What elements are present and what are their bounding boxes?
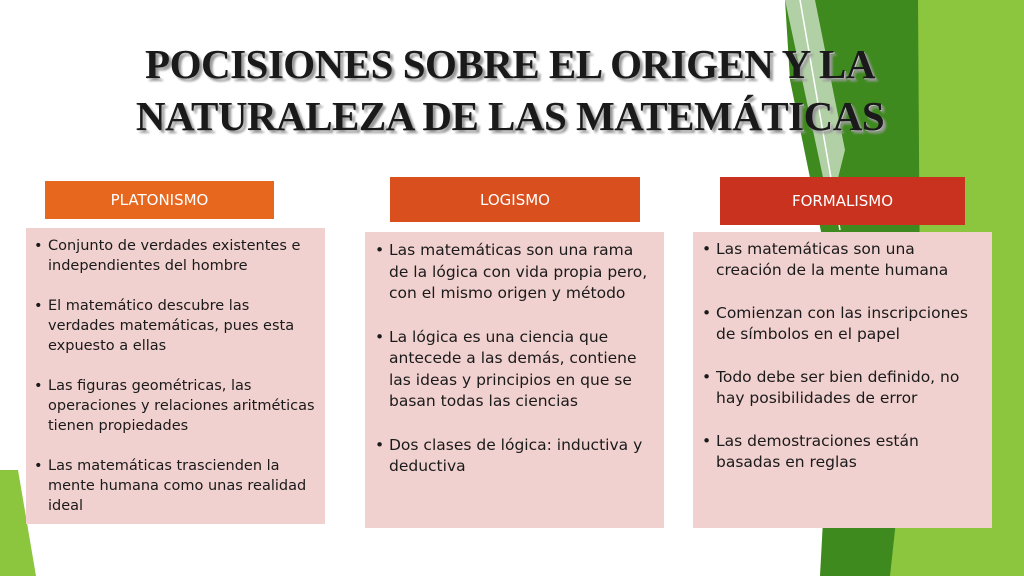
formalismo-box	[693, 232, 992, 528]
list-item: • Las demostraciones están basadas en reglas	[700, 431, 982, 473]
list-item: • Comienzan con las inscripciones de símbolos en el papel	[700, 303, 982, 345]
logismo-box	[365, 232, 664, 528]
slide-title-line-2: NATURALEZA DE LAS MATEMÁTICAS	[135, 93, 885, 139]
list-item: • Las figuras geométricas, las operaciones y relaciones aritméticas tienen propiedades	[32, 376, 315, 436]
logismo-list	[373, 240, 654, 478]
list-item: • El matemático descubre las verdades matemáticas, pues esta expuesto a ellas	[32, 296, 315, 356]
slide-title-line-1: POCISIONES SOBRE EL ORIGEN Y LA	[145, 41, 875, 87]
list-item: • Las matemáticas trascienden la mente humana como unas realidad ideal	[32, 456, 315, 516]
platonismo-header	[45, 181, 274, 219]
platonismo-list	[32, 236, 315, 516]
list-item: • Conjunto de verdades existentes e independientes del hombre	[32, 236, 315, 276]
logismo-header-label: LOGISMO	[480, 190, 550, 209]
slide-title	[60, 38, 960, 142]
platonismo-box	[26, 228, 325, 524]
list-item: • La lógica es una ciencia que antecede a las demás, contiene las ideas y principios en que se basan todas las ciencias	[373, 327, 654, 413]
list-item: • Dos clases de lógica: inductiva y deductiva	[373, 435, 654, 478]
list-item: • Las matemáticas son una creación de la mente humana	[700, 239, 982, 281]
logismo-header	[390, 177, 640, 222]
platonismo-header-label: PLATONISMO	[110, 191, 209, 209]
formalismo-list	[700, 239, 982, 473]
formalismo-header-label: FORMALISMO	[791, 192, 894, 210]
list-item: • Todo debe ser bien definido, no hay posibilidades de error	[700, 367, 982, 409]
list-item: • Las matemáticas son una rama de la lógica con vida propia pero, con el mismo origen y método	[373, 240, 654, 305]
formalismo-header	[720, 177, 965, 225]
